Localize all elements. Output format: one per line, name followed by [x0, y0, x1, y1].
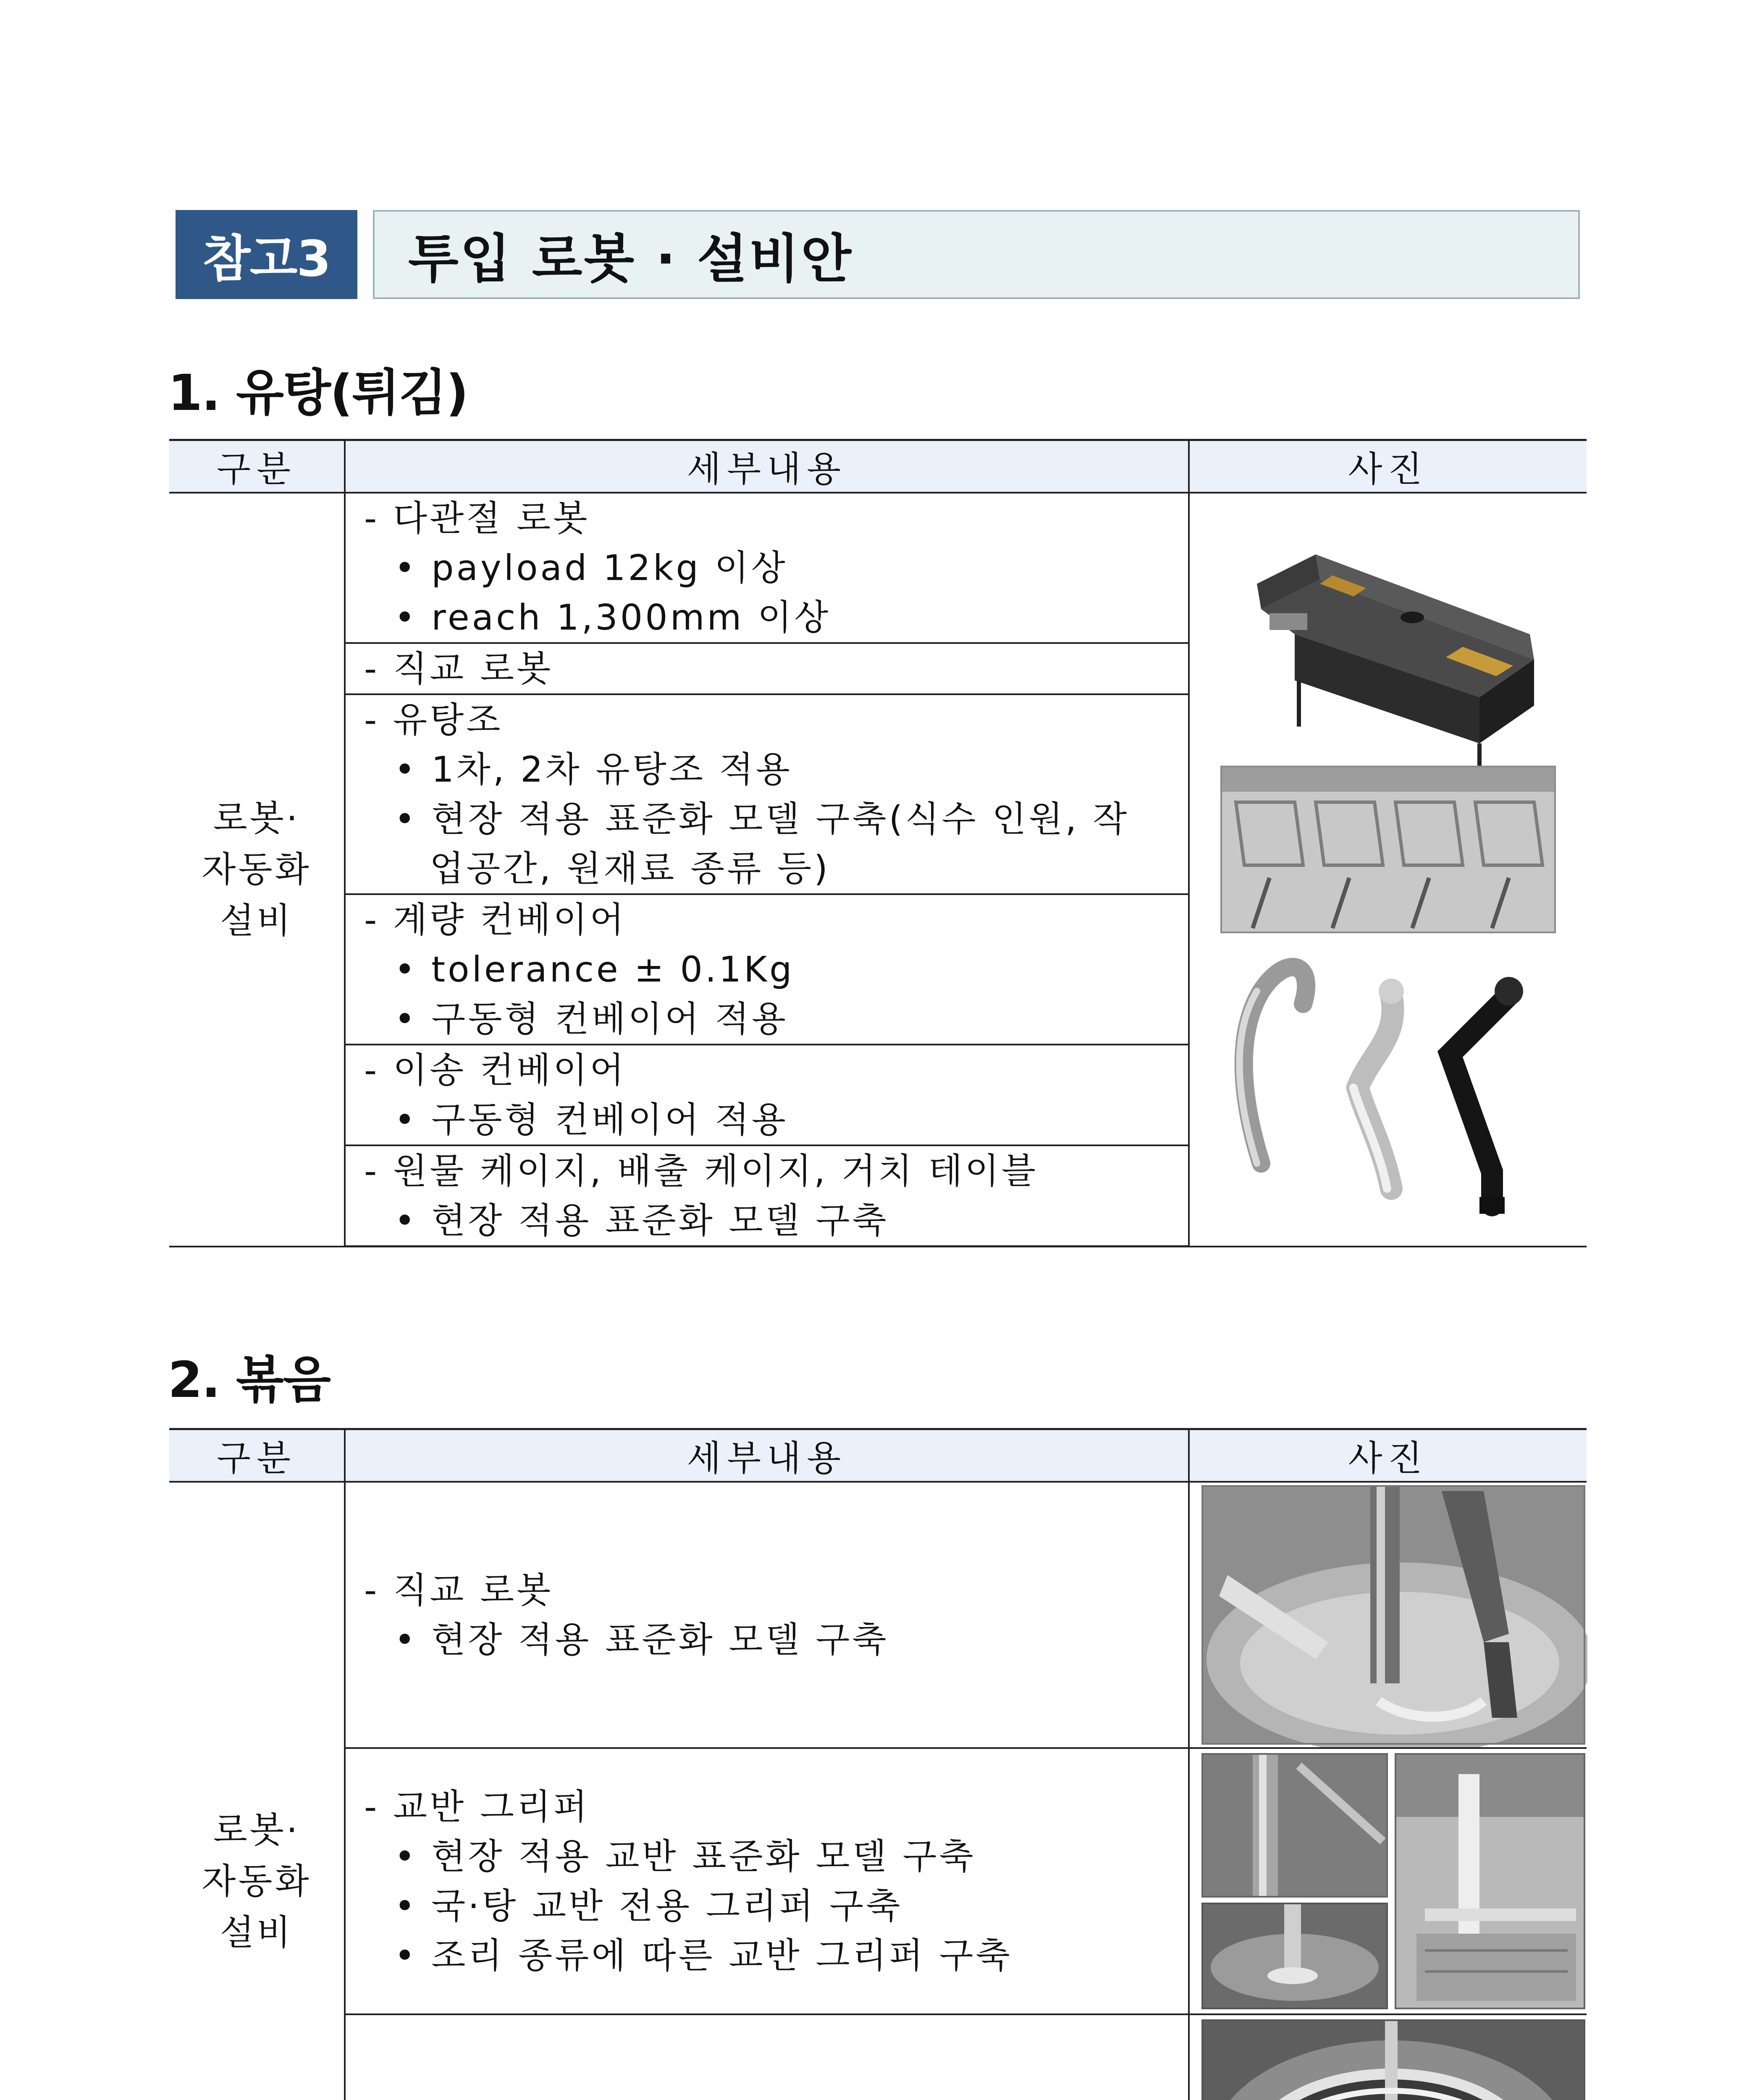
detail-line: • 현장 적용 표준화 모델 구축: [394, 1200, 889, 1241]
detail-stirring-gripper: [345, 1748, 1189, 2014]
detail-line: 업공간, 원재료 종류 등): [430, 848, 830, 889]
detail-line: • 1차, 2차 유탕조 적용: [394, 749, 792, 790]
stirring-gripper-photo-cell: [1189, 1748, 1587, 2014]
category-line: 로봇·: [213, 798, 300, 839]
detail-line: • 구동형 컨베이어 적용: [394, 1099, 788, 1140]
detail-line: - 계량 컨베이어: [364, 899, 627, 940]
robot-arms-image: [1240, 967, 1523, 1214]
table-header-photo: 사진: [1189, 1429, 1587, 1482]
category-line: 설비: [220, 900, 294, 942]
detail-line: - 직교 로봇: [364, 648, 553, 689]
ingredient-pot-photo-cell: [1189, 2014, 1587, 2100]
frying-equipment-table: [169, 439, 1587, 1247]
detail-weighing-conveyor: [345, 894, 1189, 1045]
category-cell: [169, 493, 345, 1247]
detail-line: • 현장 적용 표준화 모델 구축: [394, 1619, 889, 1660]
detail-line: • 현장 적용 교반 표준화 모델 구축: [394, 1836, 976, 1877]
fryer-station-image: [1257, 554, 1534, 777]
page-title: 투입 로봇 · 설비안: [373, 210, 1580, 299]
category-line: 자동화: [202, 1861, 312, 1902]
table-header-category: 구분: [169, 440, 345, 493]
detail-weighing-table: [345, 2014, 1189, 2100]
stirring-gripper-images: [1190, 1749, 1587, 2013]
frying-equipment-photos: [1190, 508, 1587, 1231]
kettle-robot-photo-cell: [1189, 1482, 1587, 1748]
category-line: 설비: [220, 1912, 294, 1953]
detail-line: • tolerance ± 0.1Kg: [394, 949, 795, 990]
section-heading-stirfry: 2. 볶음: [168, 1351, 330, 1409]
detail-line: - 직교 로봇: [364, 1570, 553, 1611]
detail-line: • 국·탕 교반 전용 그리퍼 구축: [394, 1885, 903, 1927]
detail-fryer: [345, 694, 1189, 894]
table-header-photo: 사진: [1189, 440, 1587, 493]
detail-line: • payload 12kg 이상: [394, 547, 788, 588]
stirfry-equipment-table: [169, 1428, 1587, 2100]
detail-transfer-conveyor: [345, 1045, 1189, 1145]
detail-line: - 다관절 로봇: [364, 498, 590, 539]
category-cell: [169, 1482, 345, 2100]
detail-line: - 교반 그리퍼: [364, 1786, 590, 1827]
frying-photo-cell: [1189, 493, 1587, 1247]
detail-line: • 조리 종류에 따른 교반 그리퍼 구축: [394, 1935, 1012, 1976]
gripper-in-pot-image: [1202, 1903, 1387, 2008]
fryer-basket-image: [1221, 766, 1555, 932]
section-heading-frying: 1. 유탕(튀김): [168, 364, 468, 422]
gantry-system-image: [1395, 1754, 1584, 2008]
detail-line: [364, 2098, 1178, 2100]
detail-line: • 현장 적용 표준화 모델 구축(식수 인원, 작: [394, 798, 1130, 840]
detail-line: • 구동형 컨베이어 적용: [394, 998, 788, 1040]
detail-line: - 이송 컨베이어: [364, 1050, 627, 1091]
detail-cages-table: [345, 1145, 1189, 1247]
table-header-details: 세부내용: [345, 440, 1189, 493]
reference-badge: 참고3: [176, 210, 357, 299]
kettle-robot-image: [1190, 1483, 1587, 1747]
detail-line: - 원물 케이지, 배출 케이지, 거치 테이블: [364, 1150, 1039, 1192]
table-header-details: 세부내용: [345, 1429, 1189, 1482]
detail-articulated-robot: [345, 493, 1189, 643]
table-header-category: 구분: [169, 1429, 345, 1482]
ingredient-pot-image: [1190, 2015, 1587, 2100]
category-line: 자동화: [202, 849, 312, 890]
detail-line: • reach 1,300mm 이상: [394, 597, 831, 638]
detail-cartesian-robot: [345, 643, 1189, 694]
detail-cartesian-robot: [345, 1482, 1189, 1748]
category-line: 로봇·: [213, 1809, 300, 1851]
gripper-closeup-image: [1202, 1754, 1387, 1897]
detail-line: - 유탕조: [364, 699, 503, 740]
